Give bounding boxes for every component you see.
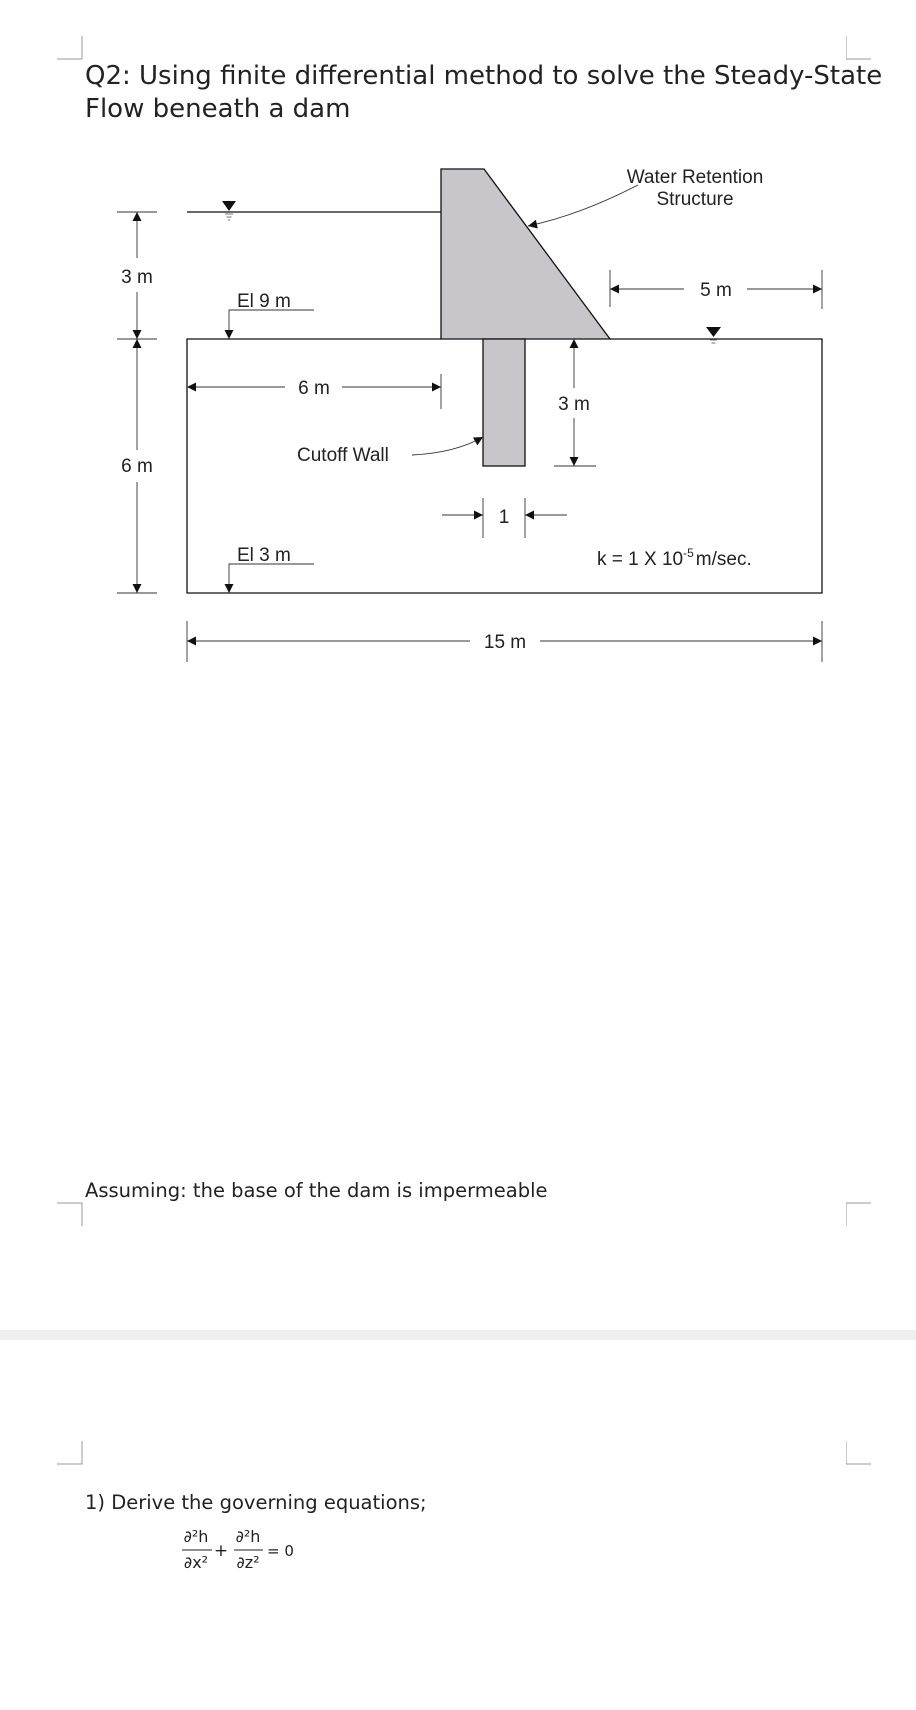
dim-1: 1	[498, 507, 510, 528]
permeability-label	[597, 546, 752, 570]
permeability-exponent: -5	[683, 546, 694, 560]
permeability-prefix: k = 1 X 10	[597, 549, 684, 570]
eq-numerator-2: ∂²h	[235, 1527, 261, 1546]
question-title: Q2: Using finite differential method to solve the Steady-State Flow beneath a dam	[85, 61, 883, 124]
document-page-2	[0, 1340, 916, 1710]
crop-mark-bottom-right	[846, 1201, 872, 1227]
cutoff-label: Cutoff Wall	[297, 445, 389, 466]
eq-denominator-1: ∂x²	[183, 1553, 209, 1572]
el-3-leader	[229, 564, 314, 593]
el-9-label: El 9 m	[237, 291, 291, 312]
dim-3m-wall: 3 m	[558, 394, 590, 415]
laplace-equation	[170, 1520, 330, 1600]
crop-mark-bottom-left	[57, 1201, 83, 1227]
permeability-unit: m/sec.	[695, 549, 752, 570]
crop-mark-top-left	[57, 1441, 83, 1467]
upstream-water-symbol	[222, 201, 236, 220]
structure-label-line2: Structure	[656, 189, 734, 210]
dam-body	[441, 169, 610, 339]
page-separator	[0, 1330, 916, 1340]
crop-mark-top-right	[846, 1441, 872, 1467]
dim-6m-top: 6 m	[298, 378, 330, 399]
eq-numerator-1: ∂²h	[183, 1527, 209, 1546]
structure-leader	[528, 185, 638, 226]
dim-15m: 15 m	[483, 632, 527, 653]
dim-5m: 5 m	[700, 280, 732, 301]
dim-6m-left: 6 m	[121, 456, 153, 477]
part1-heading: 1) Derive the governing equations;	[85, 1491, 427, 1514]
eq-plus: +	[213, 1541, 229, 1561]
structure-label-line1: Water Retention	[626, 167, 764, 188]
eq-rhs: = 0	[267, 1542, 294, 1560]
cutoff-leader	[412, 437, 483, 455]
el-9-leader	[229, 310, 314, 339]
dam-diagram	[0, 0, 916, 700]
cutoff-wall	[483, 339, 525, 466]
downstream-water-symbol	[706, 327, 721, 343]
eq-denominator-2: ∂z²	[236, 1553, 260, 1572]
assumption-text: Assuming: the base of the dam is impermeable	[85, 1179, 548, 1202]
dim-3m-left: 3 m	[121, 267, 153, 288]
el-3-label: El 3 m	[237, 545, 291, 566]
